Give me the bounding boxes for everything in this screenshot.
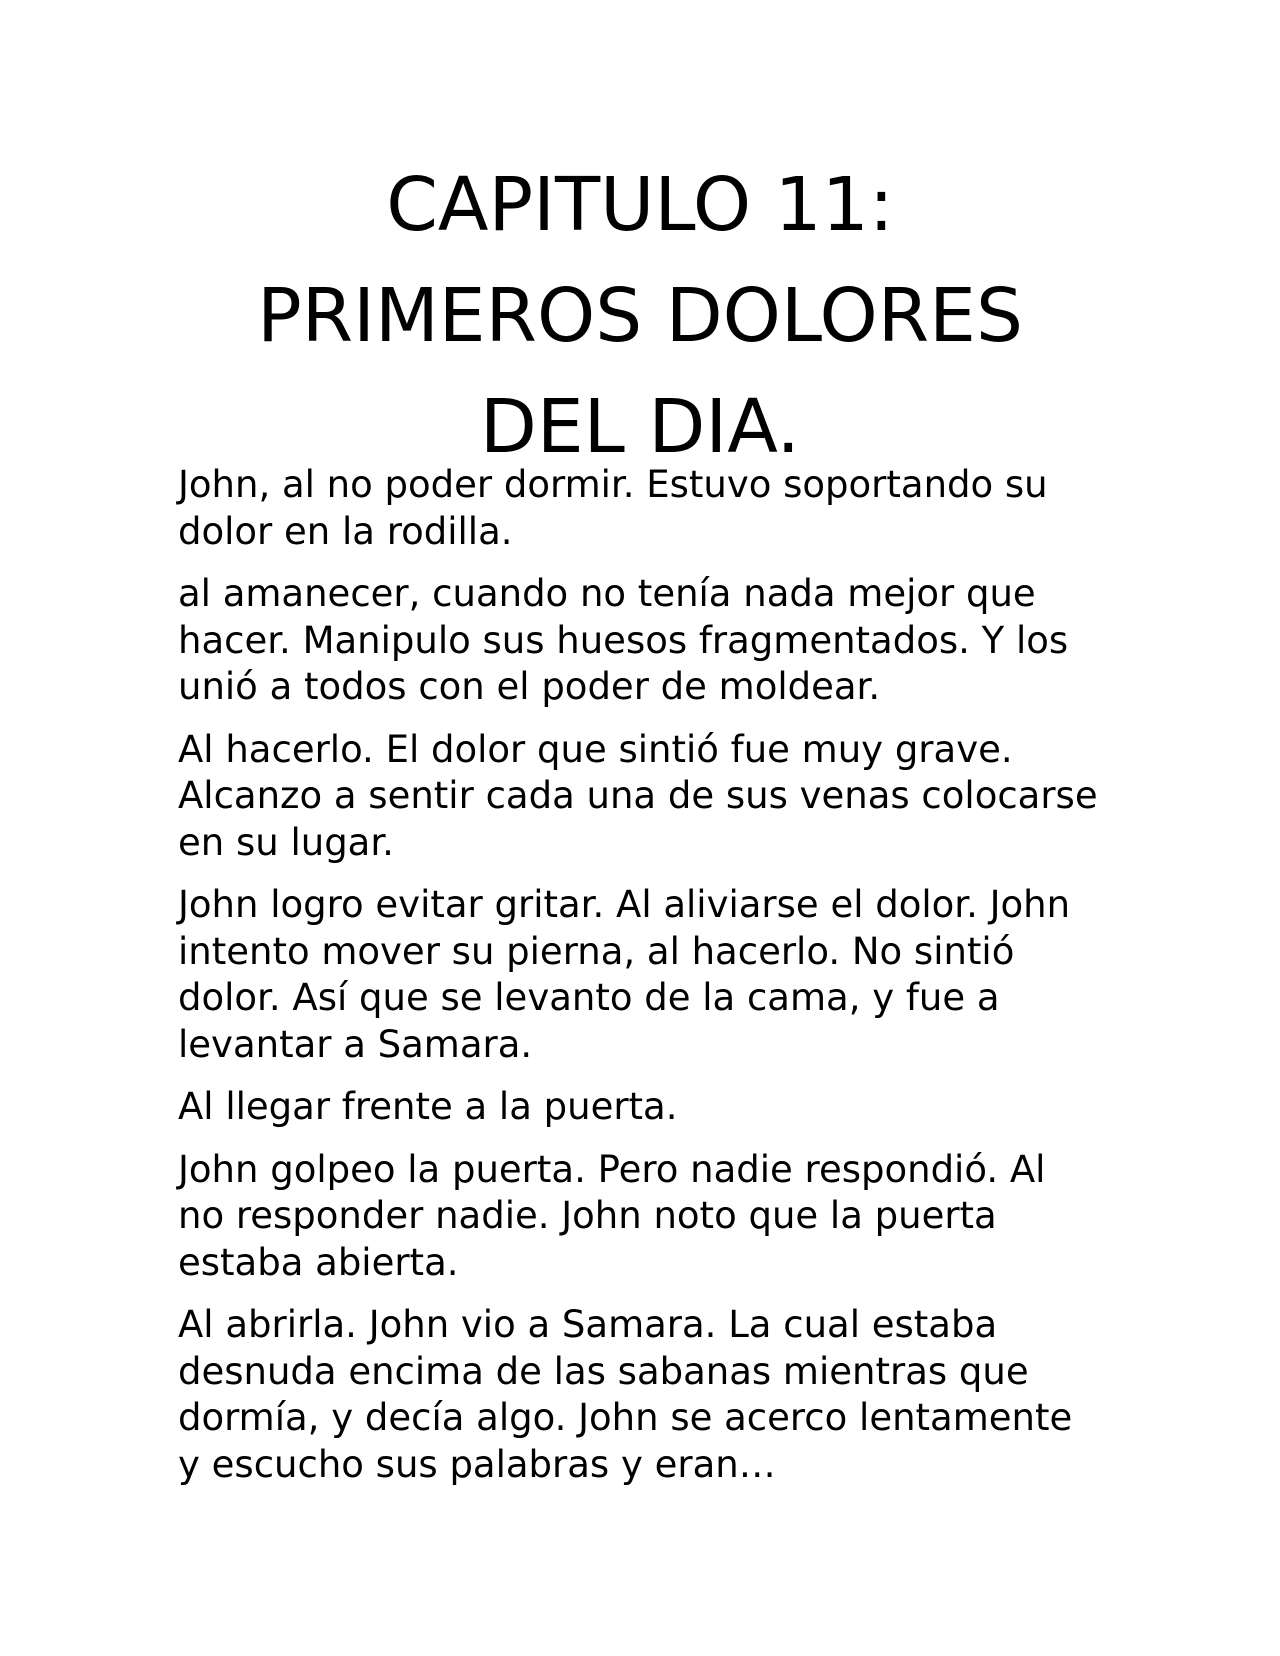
paragraph: Al abrirla. John vio a Samara. La cual estaba desnuda encima de las sabanas mientras que dormía, y decía algo. John se acerco lentamente y escucho sus palabras y eran… xyxy=(178,1303,1073,1486)
chapter-title-line-1: CAPITULO 11: xyxy=(386,162,894,248)
paragraph: Al llegar frente a la puerta. xyxy=(178,1085,678,1128)
paragraph: Al hacerlo. El dolor que sintió fue muy grave. Alcanzo a sentir cada una de sus venas colocarse en su lugar. xyxy=(178,727,1098,864)
paragraph: John, al no poder dormir. Estuvo soportando su dolor en la rodilla. xyxy=(178,463,1048,553)
chapter-body xyxy=(178,462,1098,1504)
paragraph: John logro evitar gritar. Al aliviarse el dolor. John intento mover su pierna, al hacerlo. No sintió dolor. Así que se levanto de la cama, y fue a levantar a Samara. xyxy=(178,883,1071,1066)
chapter-title-line-3: DEL DIA. xyxy=(479,384,801,470)
paragraph: John golpeo la puerta. Pero nadie respondió. Al no responder nadie. John noto que la puerta estaba abierta. xyxy=(178,1147,1046,1284)
chapter-title xyxy=(0,150,1280,483)
chapter-title-line-2: PRIMEROS DOLORES xyxy=(257,273,1023,359)
paragraph: al amanecer, cuando no tenía nada mejor que hacer. Manipulo sus huesos fragmentados. Y los unió a todos con el poder de moldear. xyxy=(178,572,1069,708)
